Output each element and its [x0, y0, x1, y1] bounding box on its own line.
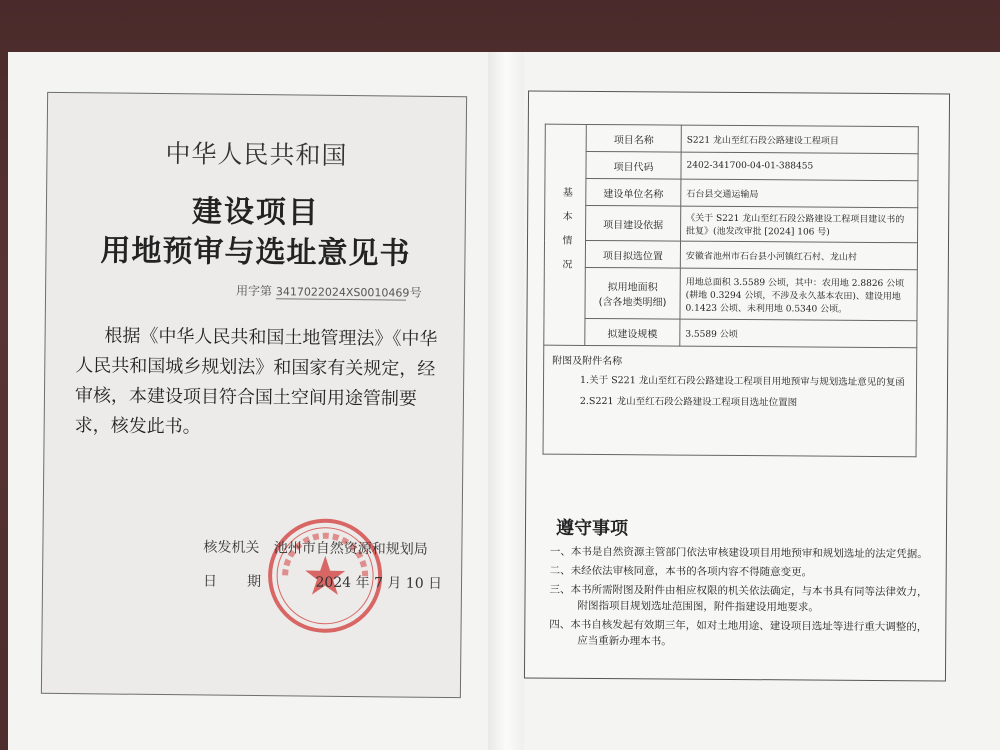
row-value: S221 龙山至红石段公路建设工程项目 [681, 125, 918, 154]
table-row [545, 178, 918, 208]
issuing-authority [203, 536, 428, 558]
row-value: 2402-341700-04-01-388455 [681, 152, 918, 181]
table-row [544, 240, 917, 270]
notice-item: 三、本书所需附图及附件由相应权限的机关依法确定，与本书具有同等法律效力，附图指项目规划选址范围图，附件指建设用地要求。 [549, 583, 928, 614]
doc-number-value: 3417022024XS0010469 [275, 285, 410, 300]
attachments-title: 附图及附件名称 [552, 355, 623, 368]
row-label: 项目拟选位置 [585, 240, 680, 268]
document-number [236, 282, 422, 301]
notice-item: 二、未经依法审核同意，本书的各项内容不得随意变更。 [549, 564, 813, 579]
row-label: 项目代码 [586, 151, 681, 179]
doc-prefix: 用字第 [236, 283, 273, 299]
table-row [544, 318, 917, 348]
issue-date [203, 570, 442, 593]
row-value: 石台县交通运输局 [681, 179, 918, 208]
notice-item: 一、本书是自然资源主管部门依法审核建设项目用地预审和规划选址的法定凭据。 [549, 545, 928, 561]
row-value: 《关于 S221 龙山至红石段公路建设工程项目建议书的批复》(池发改审批 [2024] 106 号) [681, 206, 918, 243]
row-value: 安徽省池州市石台县小河镇红石村、龙山村 [680, 241, 917, 270]
title-line-2: 用地预审与选址意见书 [100, 233, 411, 272]
doc-suffix: 号 [409, 285, 422, 300]
row-value: 用地总面积 3.5589 公顷，其中：农用地 2.8826 公顷(耕地 0.3294 公顷，不涉及永久基本农田)、建设用地 0.1423 公顷、未利用地 0.5340 公顷。 [680, 268, 917, 321]
row-label: 项目名称 [586, 124, 681, 152]
right-page-details [524, 91, 950, 682]
date-label: 日期 [202, 573, 292, 591]
title-line-1: 建设项目 [191, 194, 321, 231]
date-value: 2024 年 7 月 10 日 [315, 574, 443, 592]
row-label: 拟用地面积 (含各地类明细) [585, 267, 680, 319]
attachment-item: 2.S221 龙山至红石段公路建设工程项目选址位置图 [579, 395, 798, 409]
row-label: 拟建设规模 [585, 318, 680, 346]
attachment-item: 1.关于 S221 龙山至红石段公路建设工程项目用地预审与规划选址意见的复函 [579, 374, 905, 389]
section-label: 基本情况 [544, 124, 587, 345]
issuer-value: 池州市自然资源和规划局 [273, 540, 428, 558]
attachments-cell [543, 345, 917, 457]
basic-info-table [543, 124, 919, 458]
country-name: 中华人民共和国 [165, 139, 348, 170]
row-label: 建设单位名称 [586, 178, 681, 206]
table-row [545, 124, 918, 154]
table-row [545, 151, 918, 181]
notice-list [549, 544, 930, 655]
left-page-cover [41, 92, 467, 698]
table-row [545, 205, 918, 243]
row-value: 3.5589 公顷 [680, 319, 917, 348]
booklet-spine [488, 52, 524, 750]
table-row [544, 267, 917, 321]
notice-item: 四、本书自核发起有效期三年，如对土地用途、建设项目选址等进行重大调整的，应当重新办理本书。 [549, 618, 928, 648]
certificate-body: 根据《中华人民共和国土地管理法》《中华人民共和国城乡规划法》和国家有关规定，经审核，本建设项目符合国土空间用途管制要求，核发此书。 [74, 325, 438, 438]
certificate-booklet [8, 52, 1000, 750]
row-label: 项目建设依据 [586, 205, 681, 241]
notice-title: 遵守事项 [555, 517, 629, 540]
attachments-row [543, 345, 917, 457]
issuer-label: 核发机关 [203, 539, 260, 557]
